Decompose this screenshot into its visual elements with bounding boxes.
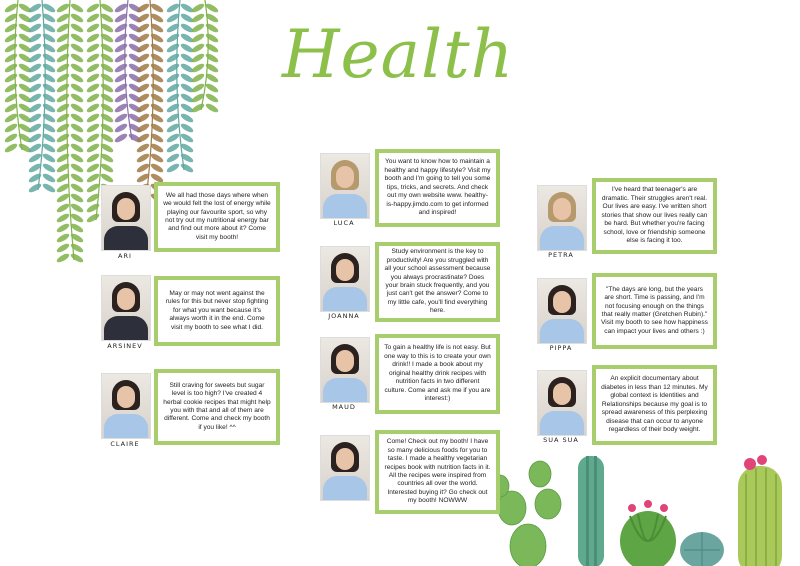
vine-leaf [56, 232, 71, 244]
booth-description-fifth: Come! Check out my booth! I have so many delicious foods for you to taste. I made a healthy vegetarian recipes book with nutrition facts in it. All the recipes were inspired from countries all over the world. Interested buying it? Go check out my booth! NOWWW [375, 430, 500, 514]
vine-leaf [136, 152, 151, 164]
vine-leaf [100, 42, 115, 54]
vine-leaf [4, 142, 19, 154]
vine-leaf [70, 242, 85, 254]
vine-leaf [100, 62, 115, 74]
vine-leaf [205, 32, 220, 44]
vine-leaf [56, 212, 71, 224]
vine-leaf [42, 172, 57, 184]
vine-leaf [56, 142, 71, 154]
vine-leaf [114, 132, 129, 144]
student-name-luca: LUCA [333, 219, 355, 227]
vine-leaf [136, 142, 151, 154]
vine-leaf [180, 22, 195, 34]
vine-leaf [86, 72, 101, 84]
vine-leaf [86, 122, 101, 134]
student-photo-petra [537, 185, 587, 251]
vine-leaf [56, 62, 71, 74]
vine-leaf [56, 252, 71, 264]
vine-leaf [56, 192, 71, 204]
vine-leaf [180, 122, 195, 134]
vine-leaf [150, 162, 165, 174]
vine-leaf [166, 2, 181, 14]
vine-leaf [70, 192, 85, 204]
vine-leaf [56, 52, 71, 64]
vine-leaf [150, 152, 165, 164]
vine-leaf [100, 72, 115, 84]
vine-leaf [86, 62, 101, 74]
vine-leaf [70, 2, 85, 14]
vine-leaf [150, 42, 165, 54]
vine-leaf [56, 222, 71, 234]
vine-stem [67, 0, 74, 260]
vine-leaf [180, 62, 195, 74]
vine-leaf [4, 2, 19, 14]
vine-leaf [70, 42, 85, 54]
vine-leaf [42, 72, 57, 84]
student-photo-ari [101, 185, 151, 251]
vine-leaf [70, 12, 85, 24]
vine-leaf [70, 202, 85, 214]
vine-leaf [180, 42, 195, 54]
vine-leaf [150, 52, 165, 64]
vine-stem [125, 0, 132, 140]
student-name-claire: CLAIRE [110, 440, 140, 448]
vine-leaf [191, 52, 206, 64]
booth-description-joanna: Study environment is the key to productivity! Are you struggled with all your school assessment because you always procrastinate? Does your brain stuck frequently, and you just can't get the answer? Come to my little cafe, you'll find everything here. [375, 242, 500, 322]
vine-leaf [86, 172, 101, 184]
vine-leaf [166, 132, 181, 144]
vine-leaf [86, 42, 101, 54]
vine-leaf [114, 72, 129, 84]
vine-leaf [4, 42, 19, 54]
vine-leaf [166, 142, 181, 154]
student-photo-fifth [320, 435, 370, 501]
student-photo-sua-sua [537, 370, 587, 436]
vine-leaf [28, 152, 43, 164]
student-name-pippa: PIPPA [549, 344, 573, 352]
vine-leaf [180, 2, 195, 14]
vine-leaf [56, 72, 71, 84]
vine-leaf [42, 162, 57, 174]
booth-description-ari: We all had those days where when we would felt the lost of energy while playing our favourite sport, so why not try out my nutritional energy bar and find out more about it? Come visit my booth! [154, 182, 280, 252]
vine-leaf [150, 92, 165, 104]
vine-leaf [114, 32, 129, 44]
vine-leaf [86, 82, 101, 94]
student-photo-joanna [320, 246, 370, 312]
vine-leaf [42, 152, 57, 164]
vine-leaf [166, 62, 181, 74]
vine-leaf [205, 42, 220, 54]
vine-leaf [86, 142, 101, 154]
vine-leaf [70, 32, 85, 44]
vine-leaf [70, 152, 85, 164]
vine-leaf [42, 102, 57, 114]
booth-description-sua-sua: An explicit documentary about diabetes in less than 12 minutes. My global context is Identities and Relationships because my goal is to spread awareness of this perplexing disease that can occur to anyone regardless of their body weight. [592, 365, 717, 445]
vine-leaf [70, 22, 85, 34]
vine-leaf [56, 122, 71, 134]
vine-leaf [180, 112, 195, 124]
vine-leaf [70, 172, 85, 184]
vine-leaf [191, 22, 206, 34]
student-name-joanna: JOANNA [328, 312, 360, 320]
vine-leaf [70, 62, 85, 74]
vine-leaf [205, 22, 220, 34]
vine-leaf [70, 132, 85, 144]
vine-leaf [114, 122, 129, 134]
vine-leaf [180, 92, 195, 104]
vine-leaf [70, 252, 85, 264]
vine-leaf [166, 152, 181, 164]
student-photo-maud [320, 337, 370, 403]
vine-leaf [114, 112, 129, 124]
vine-leaf [56, 2, 71, 14]
vine-leaf [166, 122, 181, 134]
student-photo-luca [320, 153, 370, 219]
vine-leaf [166, 162, 181, 174]
vine-leaf [150, 62, 165, 74]
vine-leaf [150, 2, 165, 14]
vine-leaf [56, 242, 71, 254]
vine-leaf [150, 142, 165, 154]
vine-leaf [86, 162, 101, 174]
vine-leaf [191, 82, 206, 94]
vine-leaf [56, 92, 71, 104]
vine-leaf [56, 202, 71, 214]
vine-leaf [114, 62, 129, 74]
vine-leaf [86, 152, 101, 164]
vine-leaf [100, 162, 115, 174]
vine-leaf [166, 82, 181, 94]
vine-leaf [205, 92, 220, 104]
vine-leaf [42, 2, 57, 14]
vine-leaf [56, 112, 71, 124]
vine-leaf [70, 92, 85, 104]
vine-leaf [191, 12, 206, 24]
vine-leaf [42, 42, 57, 54]
vine-leaf [100, 102, 115, 114]
vine-leaf [42, 92, 57, 104]
student-photo-claire [101, 373, 151, 439]
vine-leaf [150, 82, 165, 94]
vine-leaf [56, 102, 71, 114]
vine-leaf [100, 2, 115, 14]
vine-leaf [205, 52, 220, 64]
vine-leaf [205, 102, 220, 114]
vine-leaf [205, 82, 220, 94]
vine-leaf [191, 42, 206, 54]
vine-leaf [166, 32, 181, 44]
vine-leaf [70, 122, 85, 134]
booth-description-petra: I've heard that teenager's are dramatic. Their struggles aren't real. Our lives are easy. I've written short stories that show our lives really can be hard. But whether you're facing school, love or friendship someone else is facing it too. [592, 178, 717, 254]
vine-leaf [42, 52, 57, 64]
vine-leaf [70, 72, 85, 84]
booth-description-pippa: "The days are long, but the years are short. Time is passing, and I'm not focusing enough on the things that really matter (Gretchen Rubin)." Visit my booth to see how happiness can impact your lives and others :) [592, 273, 717, 349]
vine-leaf [180, 102, 195, 114]
booth-description-claire: Still craving for sweets but sugar level is too high? I've created 4 herbal cookie recipes that might help you with that and all of them are different. Come and check my booth if you like! ^^ [154, 369, 280, 445]
booth-description-luca: You want to know how to maintain a healthy and happy lifestyle? Visit my booth and I'm going to tell you some tips, tricks, and secrets. And check out my own website www. healthy-is-happy.jimdo.com to get informed and inspired! [375, 149, 500, 227]
vine-leaf [4, 112, 19, 124]
vine-leaf [86, 92, 101, 104]
vine-leaf [191, 102, 206, 114]
vine-leaf [180, 52, 195, 64]
vine-leaf [180, 132, 195, 144]
vine-leaf [86, 12, 101, 24]
vine-leaf [166, 92, 181, 104]
student-photo-pippa [537, 278, 587, 344]
vine-leaf [191, 2, 206, 14]
vine-leaf [70, 212, 85, 224]
vine-leaf [70, 102, 85, 114]
vine-leaf [180, 32, 195, 44]
cactus-decoration [470, 446, 800, 566]
vine-leaf [70, 52, 85, 64]
vine-leaf [4, 132, 19, 144]
vine-leaf [166, 42, 181, 54]
vine-leaf [42, 82, 57, 94]
vine-leaf [42, 62, 57, 74]
vine-leaf [191, 62, 206, 74]
vine-leaf [86, 32, 101, 44]
vine-leaf [100, 172, 115, 184]
student-name-maud: MAUD [332, 403, 356, 411]
vine-leaf [136, 162, 151, 174]
vine-leaf [100, 92, 115, 104]
vine-leaf [86, 2, 101, 14]
vine-leaf [4, 32, 19, 44]
vine-leaf [56, 82, 71, 94]
vine-leaf [180, 162, 195, 174]
vine-leaf [114, 102, 129, 114]
student-name-sua-sua: SUA SUA [543, 436, 579, 444]
student-name-arsinev: ARSINEV [107, 342, 143, 350]
vine-leaf [166, 52, 181, 64]
booth-description-maud: To gain a healthy life is not easy. But one way to this is to create your own drink!! I made a book about my original healthy drink recipes with nutrition facts in two different culture. Come and ask me if you are interest:) [375, 334, 500, 414]
vine-leaf [4, 52, 19, 64]
vine-leaf [100, 52, 115, 64]
vine-leaf [150, 102, 165, 114]
vine-leaf [42, 142, 57, 154]
vine-leaf [150, 72, 165, 84]
vine-leaf [191, 32, 206, 44]
vine-leaf [86, 102, 101, 114]
vine-leaf [86, 52, 101, 64]
vine-leaf [70, 162, 85, 174]
booth-description-arsinev: May or may not went against the rules for this but never stop fighting for what you want because it's always worth it in the end. Come visit my booth to see what I did. [154, 276, 280, 346]
vine-stem [146, 0, 153, 200]
vine-leaf [100, 82, 115, 94]
vine-leaf [4, 62, 19, 74]
vine-leaf [180, 82, 195, 94]
vine-leaf [86, 112, 101, 124]
vine-leaf [180, 12, 195, 24]
vine-leaf [42, 182, 57, 194]
student-name-petra: PETRA [548, 251, 574, 259]
vine-leaf [56, 132, 71, 144]
vine-leaf [28, 182, 43, 194]
student-photo-arsinev [101, 275, 151, 341]
vine-leaf [86, 212, 101, 224]
vine-leaf [114, 42, 129, 54]
vine-leaf [70, 142, 85, 154]
vine-leaf [86, 132, 101, 144]
vine-leaf [4, 72, 19, 84]
vine-leaf [191, 72, 206, 84]
vine-leaf [70, 112, 85, 124]
vine-leaf [70, 182, 85, 194]
vine-leaf [100, 112, 115, 124]
vine-leaf [166, 72, 181, 84]
vine-leaf [4, 122, 19, 134]
vine-leaf [100, 122, 115, 134]
student-name-ari: ARI [118, 252, 132, 260]
vine-leaf [70, 82, 85, 94]
vine-leaf [180, 72, 195, 84]
vine-leaf [114, 52, 129, 64]
vine-leaf [86, 22, 101, 34]
page-title: Health [282, 16, 515, 93]
